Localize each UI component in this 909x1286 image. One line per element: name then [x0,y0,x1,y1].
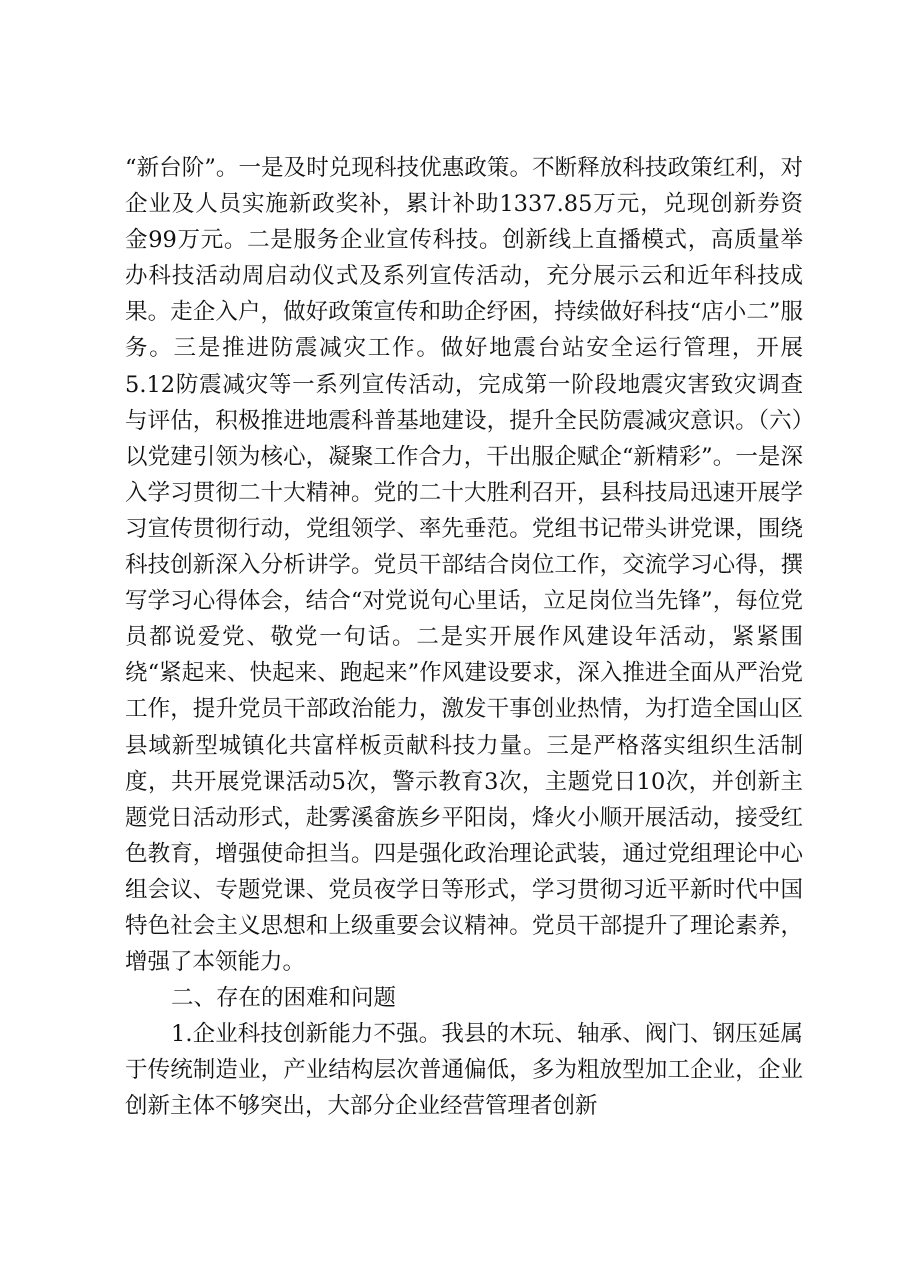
body-paragraph-indented: 1.企业科技创新能力不强。我县的木玩、轴承、阀门、钢压延属于传统制造业，产业结构层次普通偏低，多为粗放型加工企业，企业创新主体不够突出，大部分企业经营管理者创新 [125,1021,803,1120]
section-heading: 二、存在的困难和问题 [171,985,397,1012]
body-paragraph: “新台阶”。一是及时兑现科技优惠政策。不断释放科技政策红利，对企业及人员实施新政奖补，累计补助1337.85万元，兑现创新券资金99万元。二是服务企业宣传科技。创新线上直播模式，高质量举办科技活动周启动仪式及系列宣传活动，充分展示云和近年科技成果。走企入户，做好政策宣传和助企纾困，持续做好科技“店小二”服务。三是推进防震减灾工作。做好地震台站安全运行管理，开展5.12防震减灾等一系列宣传活动，完成第一阶段地震灾害致灾调查与评估，积极推进地震科普基地建设，提升全民防震减灾意识。（六）以党建引领为核心，凝聚工作合力，干出服企赋企“新精彩”。一是深入学习贯彻二十大精神。党的二十大胜利召开，县科技局迅速开展学习宣传贯彻行动，党组领学、率先垂范。党组书记带头讲党课，围绕科技创新深入分析讲学。党员干部结合岗位工作，交流学习心得，撰写学习心得体会，结合“对党说句心里话，立足岗位当先锋”，每位党员都说爱党、敬党一句话。二是实开展作风建设年活动，紧紧围绕“紧起来、快起来、跑起来”作风建设要求，深入推进全面从严治党工作，提升党员干部政治能力，激发干事创业热情，为打造全国山区县域新型城镇化共富样板贡献科技力量。三是严格落实组织生活制度，共开展党课活动5次，警示教育3次，主题党日10次，并创新主题党日活动形式，赴雾溪畲族乡平阳岗，烽火小顺开展活动，接受红色教育，增强使命担当。四是强化政治理论武装，通过党组理论中心组会议、专题党课、党员夜学日等形式，学习贯彻习近平新时代中国特色社会主义思想和上级重要会议精神。党员干部提升了理论素养，增强了本领能力。 [125,155,803,976]
document-body [125,150,803,1125]
